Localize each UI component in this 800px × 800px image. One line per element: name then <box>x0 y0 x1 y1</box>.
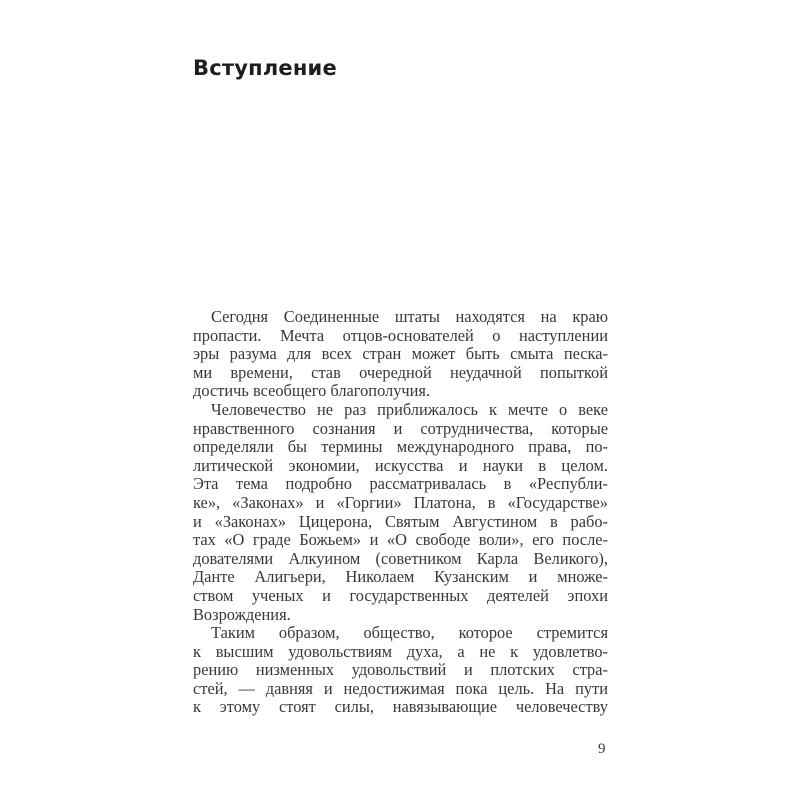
text-line: Таким образом, общество, которое стремится <box>211 623 608 643</box>
paragraph <box>193 624 608 717</box>
text-line: достичь всеобщего благополучия. <box>193 381 431 401</box>
text-line: Данте Алигьери, Николаем Кузанским и множе- <box>193 567 608 587</box>
paragraph <box>193 401 608 624</box>
text-line: тах «О граде Божьем» и «О свободе воли», его после- <box>193 530 608 550</box>
text-line: ке», «Законах» и «Горгии» Платона, в «Государстве» <box>193 492 608 512</box>
text-line: дователями Алкуином (советником Карла Великого), <box>193 548 608 568</box>
text-line: и «Законах» Цицерона, Святым Августином в рабо- <box>193 511 608 531</box>
text-line: стей, — давняя и недостижимая пока цель. На пути <box>193 678 608 698</box>
text-line: эры разума для всех стран может быть смыта песка- <box>193 344 608 364</box>
text-line: рению низменных удовольствий и плотских стра- <box>193 660 608 680</box>
text-line: к высшим удовольствиям духа, а не к удовлетво- <box>193 641 608 661</box>
body-text <box>193 308 608 717</box>
paragraph <box>193 308 608 401</box>
page-number: 9 <box>598 741 606 757</box>
chapter-heading: Вступление <box>193 56 337 80</box>
text-line: нравственного сознания и сотрудничества, которые <box>193 418 608 438</box>
text-line: Возрождения. <box>193 604 291 624</box>
text-line: Эта тема подробно рассматривалась в «Республи- <box>193 474 608 494</box>
text-line: пропасти. Мечта отцов-основателей о наступлении <box>193 325 608 345</box>
text-line: определяли бы термины международного права, по- <box>193 437 608 457</box>
text-line: литической экономии, искусства и науки в целом. <box>193 455 608 475</box>
text-line: Сегодня Соединенные штаты находятся на краю <box>211 307 608 326</box>
text-line: ми времени, став очередной неудачной попыткой <box>193 362 608 382</box>
text-line: к этому стоят силы, навязывающие человечеству <box>193 697 608 717</box>
text-line: Человечество не раз приближалось к мечте о веке <box>211 399 608 419</box>
text-line: ством ученых и государственных деятелей эпохи <box>193 585 608 605</box>
